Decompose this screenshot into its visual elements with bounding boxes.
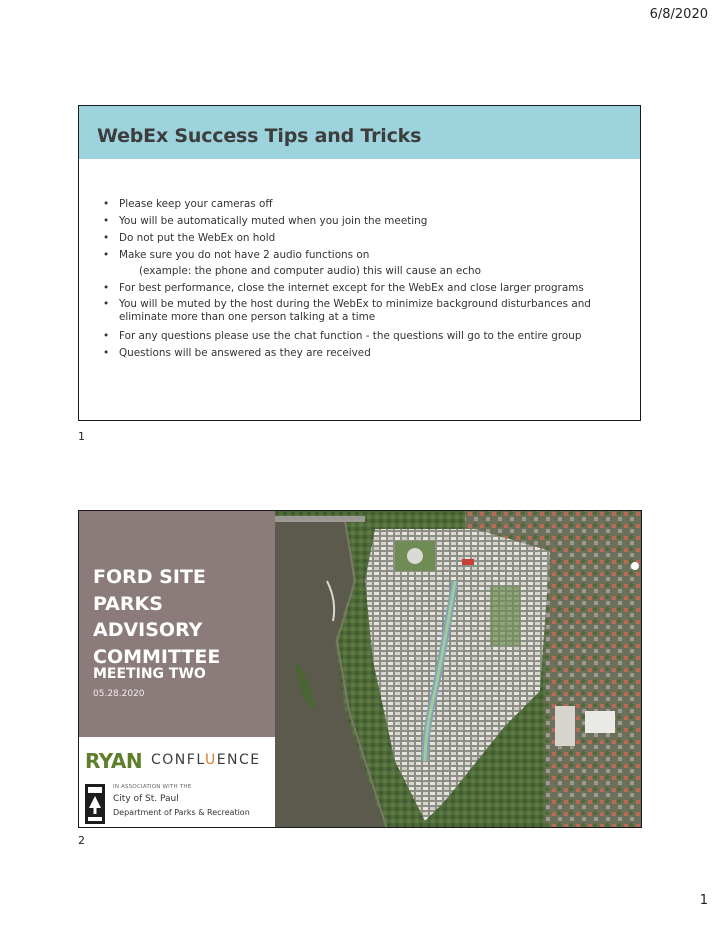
meeting-date: 05.28.2020 bbox=[93, 689, 145, 699]
list-item: • Please keep your cameras off bbox=[103, 198, 273, 210]
list-item: • Do not put the WebEx on hold bbox=[103, 232, 276, 244]
title-panel bbox=[79, 511, 275, 737]
list-item: • Make sure you do not have 2 audio functions on bbox=[103, 249, 370, 261]
list-item: • You will be muted by the host during the WebEx to minimize background disturbances and eliminate more than one person talking at a time bbox=[103, 298, 591, 323]
page-number: 1 bbox=[699, 893, 708, 908]
list-item: • For best performance, close the internet except for the WebEx and close larger programs bbox=[103, 282, 584, 294]
association-label: IN ASSOCIATION WITH THE bbox=[113, 784, 192, 790]
slide-title: WebEx Success Tips and Tricks bbox=[97, 125, 422, 147]
committee-title: FORD SITE PARKS ADVISORY COMMITTEE bbox=[93, 566, 221, 668]
slide-ford-site bbox=[78, 510, 642, 828]
title-band bbox=[79, 106, 640, 159]
list-item: • Questions will be answered as they are received bbox=[103, 347, 371, 359]
logo-area bbox=[79, 737, 275, 828]
confluence-logo: CONFLUENCE bbox=[151, 752, 261, 768]
ryan-logo: RYAN bbox=[85, 749, 143, 773]
saint-paul-seal-icon bbox=[85, 784, 105, 824]
meeting-subtitle: MEETING TWO bbox=[93, 666, 206, 682]
slide-number-1: 1 bbox=[78, 430, 85, 443]
slide-webex-tips bbox=[78, 105, 641, 421]
department-label: Department of Parks & Recreation bbox=[113, 808, 250, 817]
city-label: City of St. Paul bbox=[113, 794, 179, 804]
tips-list bbox=[101, 197, 621, 363]
aerial-site-plan bbox=[275, 511, 642, 828]
list-item: • You will be automatically muted when you join the meeting bbox=[103, 215, 428, 227]
print-date: 6/8/2020 bbox=[649, 7, 708, 22]
list-item-sub: (example: the phone and computer audio) this will cause an echo bbox=[139, 265, 481, 277]
list-item: • For any questions please use the chat function - the questions will go to the entire group bbox=[103, 330, 582, 342]
slide-number-2: 2 bbox=[78, 834, 85, 847]
